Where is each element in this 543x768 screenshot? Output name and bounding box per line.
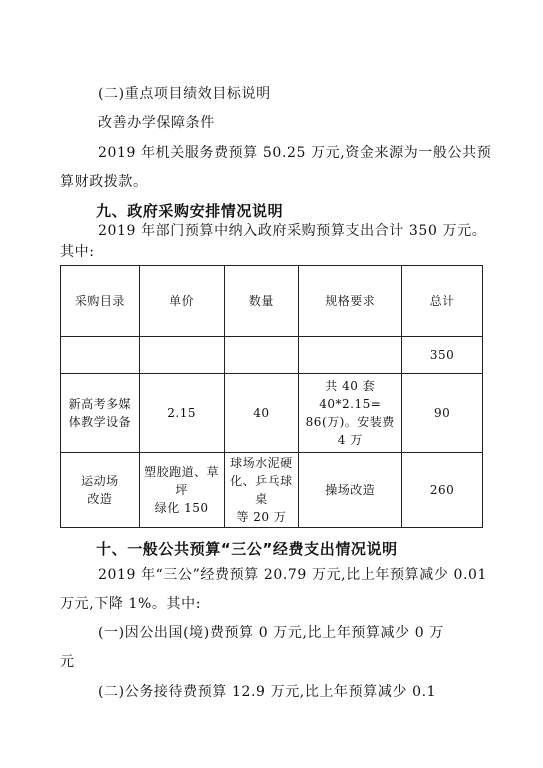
table-cell-unit-price: 塑胶跑道、草坪 绿化 150 (139, 453, 224, 528)
table-cell-spec: 操场改造 (299, 453, 402, 528)
table-cell-catalog: 运动场 改造 (61, 453, 140, 528)
table-cell-quantity: 球场水泥硬 化、乒乓球桌 等 20 万 (224, 453, 299, 528)
three-public-heading: 十、一般公共预算“三公”经费支出情况说明 (96, 540, 398, 558)
table-cell (139, 337, 224, 374)
table-row (61, 453, 483, 528)
header-unit-price: 单价 (139, 266, 224, 337)
procurement-heading: 九、政府采购安排情况说明 (96, 202, 284, 220)
sub-section-heading: (二)重点项目绩效目标说明 (98, 86, 271, 102)
table-row (61, 337, 483, 374)
header-spec: 规格要求 (299, 266, 402, 337)
table-row (61, 374, 483, 453)
item2-line-1: (二)公务接待费预算 12.9 万元,比上年预算减少 0.1 (98, 684, 437, 700)
procurement-intro-line-1: 2019 年部门预算中纳入政府采购预算支出合计 350 万元。 (98, 223, 487, 239)
header-catalog: 采购目录 (61, 266, 140, 337)
procurement-intro-line-2: 其中: (60, 244, 95, 260)
table-cell-quantity: 40 (224, 374, 299, 453)
header-total: 总计 (402, 266, 483, 337)
item1-line-1: (一)因公出国(境)费预算 0 万元,比上年预算减少 0 万 (98, 625, 444, 641)
three-public-line-1: 2019 年“三公”经费预算 20.79 万元,比上年预算减少 0.01 (98, 567, 488, 583)
table-cell (224, 337, 299, 374)
three-public-line-2: 万元,下降 1%。其中: (60, 596, 202, 612)
project-desc-line-2: 算财政拨款。 (60, 174, 148, 190)
table-cell-spec: 共 40 套 40*2.15= 86(万)。安装费 4 万 (299, 374, 402, 453)
project-desc-line-1: 2019 年机关服务费预算 50.25 万元,资金来源为一般公共预 (98, 145, 492, 161)
table-cell (61, 337, 140, 374)
table-cell-total: 90 (402, 374, 483, 453)
project-title: 改善办学保障条件 (98, 115, 215, 131)
table-cell (299, 337, 402, 374)
table-cell-catalog: 新高考多媒 体教学设备 (61, 374, 140, 453)
table-cell-total: 260 (402, 453, 483, 528)
procurement-table (60, 265, 483, 528)
table-cell-unit-price: 2.15 (139, 374, 224, 453)
header-quantity: 数量 (224, 266, 299, 337)
item1-line-2: 元 (60, 654, 75, 670)
table-cell-total: 350 (402, 337, 483, 374)
table-header-row (61, 266, 483, 337)
